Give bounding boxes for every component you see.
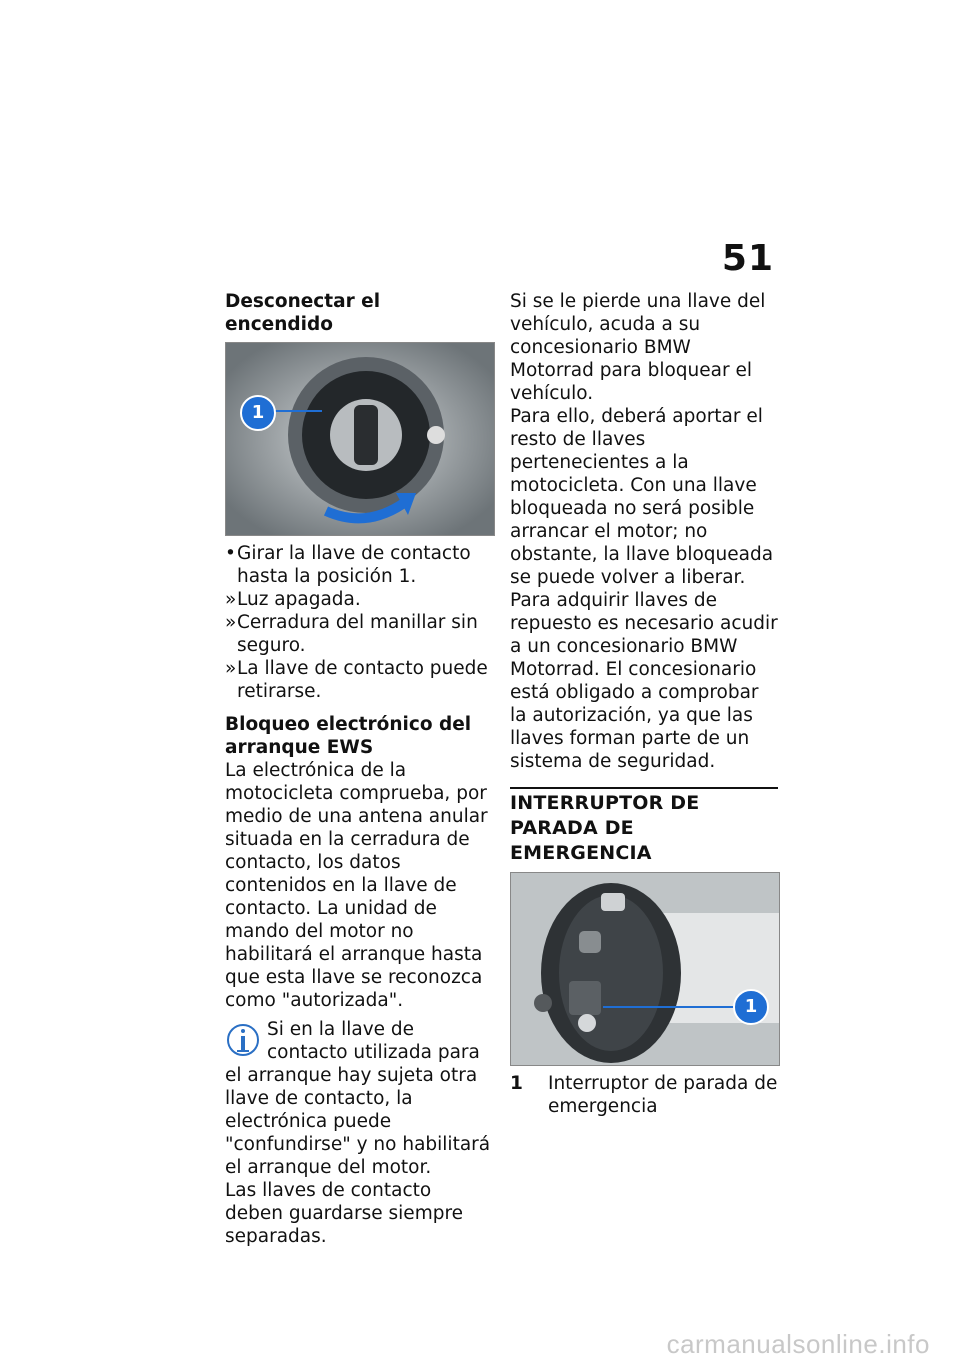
legend-number: 1 xyxy=(510,1073,523,1094)
list-item-text: Luz apagada. xyxy=(237,589,361,610)
spare-keys-paragraph: Para adquirir llaves de repuesto es necesario acudir a un concesionario BMW Motorrad. El concesionario está obligado a comprobar la autorización, ya que las llaves forman parte de un sistema de seguridad. xyxy=(510,590,778,772)
emergency-stop-illustration xyxy=(511,873,779,1065)
legend-text: Interruptor de parada de emergencia xyxy=(548,1073,778,1117)
ignition-lock-image xyxy=(225,342,495,536)
callout-1: 1 xyxy=(240,395,276,431)
section-divider xyxy=(510,787,778,866)
list-item xyxy=(225,611,493,657)
info-icon xyxy=(225,1022,261,1062)
info-note-text: Si en la llave de contacto utilizada para el arranque hay sujeta otra llave de contacto, la electrónica puede "confundirse" y no habilitará el arranque del motor. xyxy=(225,1019,491,1178)
page-number: 51 xyxy=(721,238,774,279)
list-item xyxy=(225,542,493,588)
ews-paragraph: La electrónica de la motocicleta comprueba, por medio de una antena anular situada en la cerradura de contacto, los datos contenidos en la llave de contacto. La unidad de mando del motor no habilitará el arranque hasta que esta llave se reconozca como "autorizada". xyxy=(225,760,488,1011)
section-heading-ews: Bloqueo electrónico del arranque EWS xyxy=(225,714,472,758)
keys-block-paragraph: Para ello, deberá aportar el resto de llaves pertenecientes a la motocicleta. Con una llave bloqueada no será posible arrancar el motor; no obstante, la llave bloqueada se puede volver a liberar. xyxy=(510,406,774,588)
section-heading-ignition: Desconectar el encendido xyxy=(225,291,381,335)
emergency-stop-image xyxy=(510,872,780,1066)
ignition-lock-illustration xyxy=(226,343,494,535)
bullet-marker: • xyxy=(225,543,236,564)
bullet-marker: » xyxy=(225,612,237,633)
lost-key-paragraph: Si se le pierde una llave del vehículo, acuda a su concesionario BMW Motorrad para bloquear el vehículo. xyxy=(510,291,766,404)
callout-1: 1 xyxy=(733,989,769,1025)
section-title-emergency-stop: INTERRUPTOR DE PARADA DE EMERGENCIA xyxy=(510,792,700,864)
keys-paragraph: Las llaves de contacto deben guardarse siempre separadas. xyxy=(225,1180,464,1247)
list-item-text: Girar la llave de contacto hasta la posición 1. xyxy=(237,543,471,587)
bullet-marker: » xyxy=(225,589,237,610)
list-item-text: La llave de contacto puede retirarse. xyxy=(237,658,488,702)
list-item-text: Cerradura del manillar sin seguro. xyxy=(237,612,478,656)
right-column xyxy=(510,290,778,1118)
info-note xyxy=(225,1018,493,1179)
list-item xyxy=(225,657,493,703)
legend-item xyxy=(510,1072,778,1118)
bullet-marker: » xyxy=(225,658,237,679)
list-item xyxy=(225,588,493,611)
ignition-steps-list xyxy=(225,542,493,703)
left-column xyxy=(225,290,493,1248)
watermark: carmanualsonline.info xyxy=(666,1329,930,1359)
